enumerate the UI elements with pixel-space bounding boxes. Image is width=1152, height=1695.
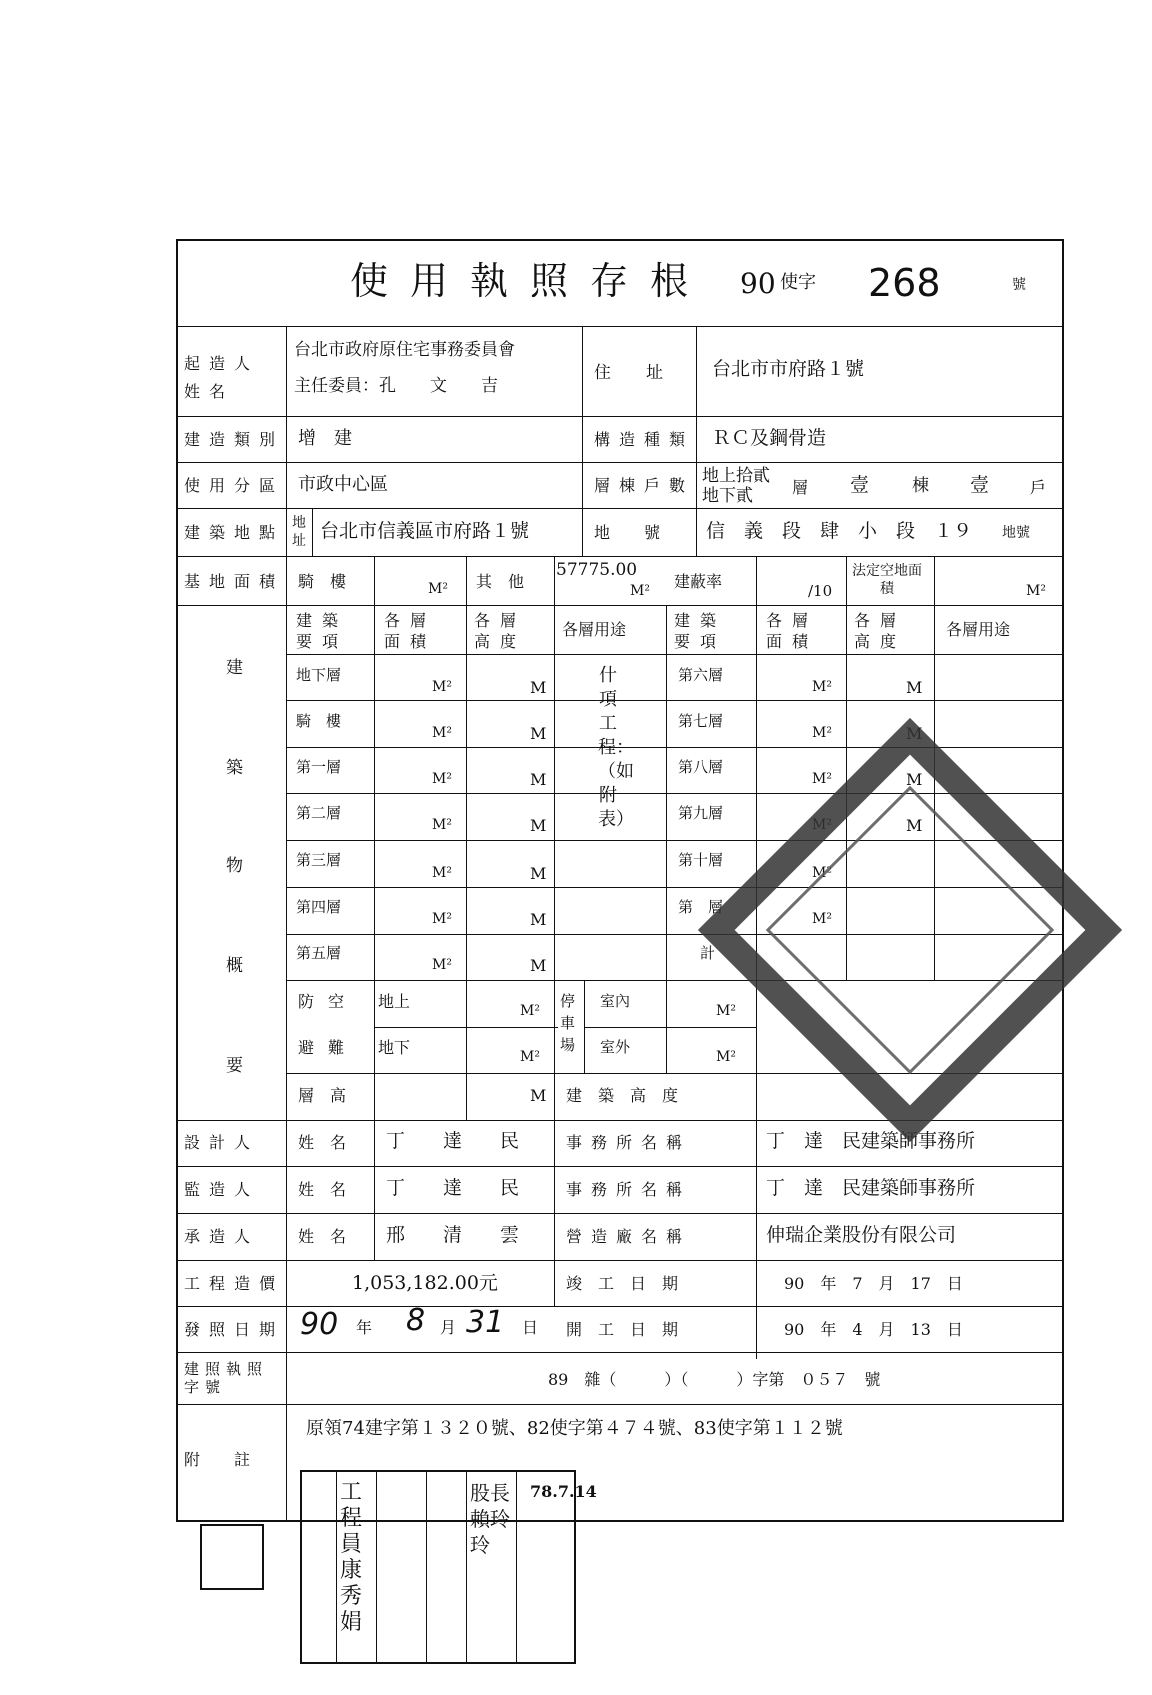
- m-unit: M: [530, 910, 547, 929]
- floor-5: 第五層: [296, 944, 342, 962]
- contractor-firm: 伸瑞企業股份有限公司: [766, 1224, 957, 1246]
- engineer-seal: 工程員康秀娟: [340, 1480, 363, 1635]
- parking-label: 停車場: [560, 992, 576, 1054]
- m-unit: M: [530, 724, 547, 743]
- m2-unit: M²: [812, 911, 832, 927]
- m-unit: M: [906, 770, 923, 789]
- floors-label: 層棟戶數: [594, 476, 695, 495]
- m2-unit: M²: [432, 725, 452, 741]
- shelter-label: 防空: [298, 992, 359, 1011]
- floor-10: 第十層: [678, 851, 724, 869]
- floor-basement: 地下層: [296, 666, 342, 684]
- col-area-left: 各層面積: [384, 611, 437, 651]
- m2-unit: M²: [432, 771, 452, 787]
- build-type-label: 建造類別: [184, 430, 285, 449]
- notes-label: 附 註: [184, 1450, 260, 1469]
- complete-label: 竣 工 日 期: [566, 1274, 679, 1293]
- name-label: 姓 名: [298, 1180, 347, 1199]
- floor-1: 第一層: [296, 758, 342, 776]
- households-count: 壹: [970, 474, 990, 496]
- supervisor-name: 丁 達 民: [386, 1177, 520, 1199]
- cost-value: 1,053,182.00元: [352, 1272, 498, 1294]
- designer-label: 設計人: [184, 1133, 260, 1152]
- issue-year-unit: 年: [356, 1318, 373, 1337]
- issue-label: 發照日期: [184, 1320, 285, 1339]
- permit-label: 建照執照字號: [184, 1360, 269, 1396]
- shelter-above: 地上: [378, 992, 411, 1011]
- m2-unit: M²: [520, 1003, 540, 1019]
- floor-4: 第四層: [296, 898, 342, 916]
- m2-unit: M²: [520, 1049, 540, 1065]
- cost-label: 工程造價: [184, 1274, 285, 1293]
- col-height-right: 各層高度: [854, 611, 907, 651]
- arcade-unit: M²: [428, 581, 448, 597]
- floor-blank: 第 層: [678, 898, 724, 916]
- m2-unit: M²: [432, 817, 452, 833]
- permit-number: 268: [868, 261, 941, 305]
- households-unit: 戶: [1030, 478, 1047, 497]
- supervisor-label: 監造人: [184, 1180, 260, 1199]
- shelter2-label: 避難: [298, 1038, 359, 1057]
- issue-month: 8: [406, 1303, 426, 1338]
- m2-unit: M²: [812, 725, 832, 741]
- permit-hao: 號: [1012, 277, 1026, 293]
- floor-total: 計: [700, 944, 716, 962]
- m-unit: M: [906, 724, 923, 743]
- structure-label: 構造種類: [594, 430, 695, 449]
- permit-year: 90: [740, 267, 776, 300]
- other-area-unit: M²: [630, 583, 650, 599]
- m-unit: M: [530, 770, 547, 789]
- start-label: 開 工 日 期: [566, 1320, 679, 1339]
- m2-unit: M²: [716, 1003, 736, 1019]
- col-area-right: 各層面積: [766, 611, 819, 651]
- col-item-right: 建築要項: [674, 611, 727, 651]
- m-unit: M: [530, 956, 547, 975]
- lot-unit: 地號: [1002, 525, 1030, 541]
- floor-7: 第七層: [678, 712, 724, 730]
- chief-seal: 股長賴玲玲: [470, 1481, 510, 1557]
- site-addr-label: 地址: [292, 515, 306, 549]
- col-height-left: 各層高度: [474, 611, 527, 651]
- col-use-left: 各層用途: [562, 620, 627, 639]
- open-space-unit: M²: [1026, 583, 1046, 599]
- m-unit: M: [906, 816, 923, 835]
- summary-side-1: 建: [226, 658, 243, 678]
- zone-label: 使用分區: [184, 476, 285, 495]
- m-unit: M: [530, 1086, 547, 1105]
- area-label: 基地面積: [184, 572, 285, 591]
- small-seal: [200, 1524, 264, 1590]
- floor-3: 第三層: [296, 851, 342, 869]
- address-label: 住 址: [594, 363, 672, 383]
- m2-unit: M²: [812, 679, 832, 695]
- applicant-label: 起造人姓名: [184, 354, 260, 401]
- approval-seals: [300, 1470, 597, 1664]
- open-space-label: 法定空地面積: [852, 563, 922, 597]
- m2-unit: M²: [432, 679, 452, 695]
- issue-month-unit: 月: [440, 1318, 457, 1337]
- summary-side-4: 概: [226, 956, 243, 976]
- use-note: 什項工程：（如附表）: [598, 665, 634, 830]
- floor-arcade: 騎 樓: [296, 712, 342, 730]
- applicant-org: 台北市政府原住宅事務委員會: [294, 340, 515, 360]
- summary-side-5: 要: [226, 1056, 243, 1076]
- lot-value: 信 義 段 肆 小 段 １９: [706, 520, 973, 542]
- notes-text: 原領74建字第１３２０號、82使字第４７４號、83使字第１１２號: [306, 1418, 843, 1439]
- structure-value: ＲＣ及鋼骨造: [712, 427, 827, 449]
- other-area-value: 57775.00: [556, 560, 638, 580]
- contractor-label: 承造人: [184, 1227, 260, 1246]
- office-label: 事務所名稱: [566, 1133, 692, 1152]
- summary-side-2: 築: [226, 758, 243, 778]
- other-label: 其 他: [476, 572, 525, 591]
- start-date: 90 年 4 月 13 日: [784, 1320, 963, 1339]
- building-height-label: 建 築 高 度: [566, 1086, 679, 1105]
- floor-9: 第九層: [678, 804, 724, 822]
- coverage-label: 建蔽率: [674, 572, 723, 591]
- designer-office: 丁 達 民建築師事務所: [766, 1130, 976, 1152]
- name-label: 姓 名: [298, 1227, 347, 1246]
- build-type-value: 增 建: [298, 428, 352, 449]
- office-label: 事務所名稱: [566, 1180, 692, 1199]
- floor-8: 第八層: [678, 758, 724, 776]
- m-unit: M: [530, 864, 547, 883]
- floors-below: 地下貳: [702, 486, 753, 506]
- m2-unit: M²: [716, 1049, 736, 1065]
- arcade-label: 騎 樓: [298, 572, 347, 591]
- m-unit: M: [906, 678, 923, 697]
- m2-unit: M²: [432, 865, 452, 881]
- issue-day-unit: 日: [522, 1318, 539, 1337]
- parking-outdoor: 室外: [600, 1038, 631, 1056]
- col-item-left: 建築要項: [296, 611, 349, 651]
- site-label: 建築地點: [184, 523, 285, 542]
- supervisor-office: 丁 達 民建築師事務所: [766, 1177, 976, 1199]
- lot-label: 地 號: [594, 523, 670, 542]
- floors-above: 地上拾貳: [702, 466, 770, 486]
- m2-unit: M²: [812, 771, 832, 787]
- summary-side-3: 物: [226, 856, 243, 876]
- floors-unit: 層: [792, 478, 809, 497]
- floor-6: 第六層: [678, 666, 724, 684]
- zone-value: 市政中心區: [298, 474, 388, 495]
- permit-zi: 使字: [780, 272, 816, 293]
- applicant-rep: 主任委員：孔 文 吉: [294, 376, 498, 396]
- form-title: 使用執照存根: [350, 259, 711, 303]
- m-unit: M: [530, 816, 547, 835]
- permit-text: 89 雜（ ）（ ）字第 ０５７ 號: [548, 1370, 881, 1389]
- issue-day: 31: [466, 1305, 505, 1340]
- floor-height-label: 層 高: [298, 1086, 347, 1105]
- buildings-count: 壹: [850, 474, 870, 496]
- name-label: 姓 名: [298, 1133, 347, 1152]
- issue-year: 90: [300, 1307, 339, 1342]
- col-use-right: 各層用途: [946, 620, 1011, 639]
- site-address: 台北市信義區市府路１號: [320, 520, 530, 542]
- coverage-value: /10: [808, 582, 833, 600]
- m2-unit: M²: [812, 817, 832, 833]
- buildings-unit: 棟: [912, 476, 929, 496]
- shelter-below: 地下: [378, 1038, 411, 1057]
- designer-name: 丁 達 民: [386, 1130, 520, 1152]
- address-value: 台北市市府路１號: [712, 358, 865, 380]
- m2-unit: M²: [432, 957, 452, 973]
- m-unit: M: [530, 678, 547, 697]
- m2-unit: M²: [812, 865, 832, 881]
- floor-2: 第二層: [296, 804, 342, 822]
- complete-date: 90 年 7 月 17 日: [784, 1274, 963, 1293]
- m2-unit: M²: [432, 911, 452, 927]
- parking-indoor: 室內: [600, 992, 631, 1010]
- date-stamp: 78.7.14: [530, 1482, 597, 1501]
- contractor-name: 邢 清 雲: [386, 1224, 520, 1246]
- firm-label: 營造廠名稱: [566, 1227, 692, 1246]
